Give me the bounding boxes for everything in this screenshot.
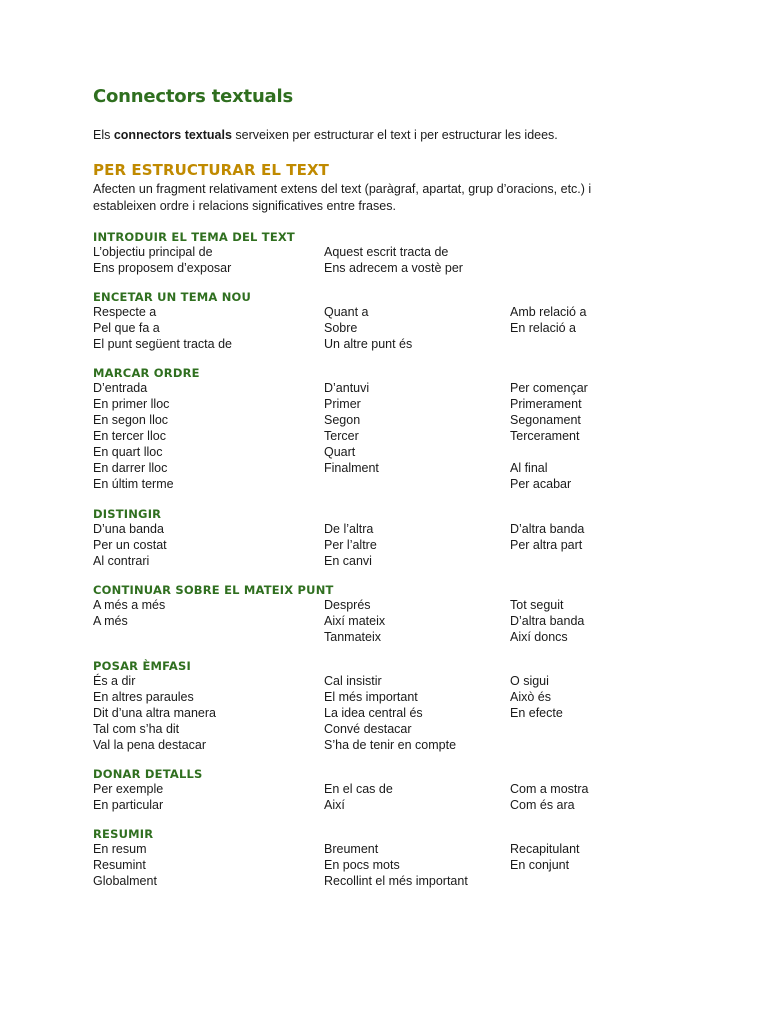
connector-section xyxy=(93,659,693,753)
connector-item: En resum xyxy=(93,842,147,856)
connector-item: Aquest escrit tracta de xyxy=(324,245,449,259)
connector-item: S’ha de tenir en compte xyxy=(324,738,457,752)
connector-item: Així doncs xyxy=(510,630,568,644)
section-title: CONTINUAR SOBRE EL MATEIX PUNT xyxy=(93,583,334,597)
connector-item: Així mateix xyxy=(324,614,386,628)
connector-item: L’objectiu principal de xyxy=(93,245,213,259)
connector-item: Com a mostra xyxy=(510,782,589,796)
connector-item: Amb relació a xyxy=(510,305,587,319)
connector-item: Per acabar xyxy=(510,477,572,491)
connector-section xyxy=(93,767,693,813)
connector-item: Per començar xyxy=(510,381,588,395)
connector-list xyxy=(93,380,693,492)
connector-row xyxy=(93,412,693,428)
connector-item: Tal com s’ha dit xyxy=(93,722,180,736)
connector-item: D’antuvi xyxy=(324,381,370,395)
connector-row xyxy=(93,857,693,873)
connector-item: En darrer lloc xyxy=(93,461,168,475)
connector-row xyxy=(93,476,693,492)
connector-row xyxy=(93,320,693,336)
connector-item: En particular xyxy=(93,798,164,812)
intro-text-before: Els xyxy=(93,128,114,142)
connector-row xyxy=(93,737,693,753)
connector-row xyxy=(93,673,693,689)
connector-row xyxy=(93,597,693,613)
connector-list xyxy=(93,304,693,352)
connector-item: Recapitulant xyxy=(510,842,580,856)
connector-item: Quart xyxy=(324,445,356,459)
connector-item: Segon xyxy=(324,413,361,427)
connector-item: De l’altra xyxy=(324,522,374,536)
connector-item: És a dir xyxy=(93,674,136,688)
page-title: Connectors textuals xyxy=(93,86,293,107)
connector-item: En últim terme xyxy=(93,477,174,491)
connector-item: Per altra part xyxy=(510,538,583,552)
intro-text-bold: connectors textuals xyxy=(113,128,232,142)
connector-row xyxy=(93,396,693,412)
connector-item: Per exemple xyxy=(93,782,164,796)
connector-row xyxy=(93,629,693,645)
connector-item: En relació a xyxy=(510,321,577,335)
connector-section xyxy=(93,827,693,889)
connector-list xyxy=(93,597,693,645)
connector-row xyxy=(93,460,693,476)
connector-list xyxy=(93,673,693,753)
connector-item: En pocs mots xyxy=(324,858,400,872)
connector-item: El més important xyxy=(324,690,418,704)
connector-item: Globalment xyxy=(93,874,157,888)
connector-item: Cal insistir xyxy=(324,674,382,688)
connector-item: La idea central és xyxy=(324,706,423,720)
section-title: ENCETAR UN TEMA NOU xyxy=(93,290,252,304)
connector-item: En canvi xyxy=(324,554,372,568)
connector-item: Primerament xyxy=(510,397,582,411)
connector-item: Al contrari xyxy=(93,554,150,568)
connector-item: En segon lloc xyxy=(93,413,169,427)
connector-row xyxy=(93,521,693,537)
connector-item: Ens proposem d’exposar xyxy=(93,261,232,275)
connector-row xyxy=(93,380,693,396)
connector-section xyxy=(93,230,693,276)
section-title: POSAR ÈMFASI xyxy=(93,659,191,673)
connector-item: Resumint xyxy=(93,858,146,872)
connector-item: Finalment xyxy=(324,461,379,475)
connector-row xyxy=(93,444,693,460)
connector-item: En el cas de xyxy=(324,782,393,796)
section-title: DONAR DETALLS xyxy=(93,767,203,781)
connector-item: Respecte a xyxy=(93,305,157,319)
connector-list xyxy=(93,781,693,813)
connector-item: Segonament xyxy=(510,413,581,427)
section-title: MARCAR ORDRE xyxy=(93,366,200,380)
connector-item: En primer lloc xyxy=(93,397,170,411)
connector-item: El punt següent tracta de xyxy=(93,337,232,351)
connector-row xyxy=(93,244,693,260)
connector-row xyxy=(93,873,693,889)
connector-item: Tanmateix xyxy=(324,630,381,644)
connector-list xyxy=(93,841,693,889)
connector-item: Dit d’una altra manera xyxy=(93,706,216,720)
section-title: DISTINGIR xyxy=(93,507,162,521)
connector-item: Primer xyxy=(324,397,361,411)
intro-text-after: serveixen per estructurar el text i per estructurar les idees. xyxy=(231,128,558,142)
connector-row xyxy=(93,781,693,797)
connector-item: Un altre punt és xyxy=(324,337,413,351)
connector-item: En efecte xyxy=(510,706,563,720)
connector-item: Tot seguit xyxy=(510,598,564,612)
intro-paragraph xyxy=(93,127,693,143)
connector-row xyxy=(93,428,693,444)
connector-item: D’altra banda xyxy=(510,522,585,536)
connector-item: D’una banda xyxy=(93,522,164,536)
section-description: Afecten un fragment relativament extens del text (paràgraf, apartat, grup d’oracions, etc.) i estableixen ordre i relacions significatives entre frases. xyxy=(93,182,592,213)
connector-item: Així xyxy=(324,798,345,812)
connector-item: A més a més xyxy=(93,598,166,612)
connector-item: Quant a xyxy=(324,305,369,319)
connector-section xyxy=(93,366,693,492)
connector-item: Per un costat xyxy=(93,538,167,552)
section-title: RESUMIR xyxy=(93,827,154,841)
connector-list xyxy=(93,244,693,276)
connector-row xyxy=(93,689,693,705)
connector-item: En conjunt xyxy=(510,858,570,872)
connector-item: Com és ara xyxy=(510,798,575,812)
connector-list xyxy=(93,521,693,569)
connector-item: D’entrada xyxy=(93,381,148,395)
connector-item: O sigui xyxy=(510,674,549,688)
connector-item: Això és xyxy=(510,690,551,704)
connector-row xyxy=(93,537,693,553)
connector-section xyxy=(93,583,693,645)
section-heading: PER ESTRUCTURAR EL TEXT xyxy=(93,161,329,179)
connector-row xyxy=(93,336,693,352)
connector-item: Breument xyxy=(324,842,379,856)
connector-row xyxy=(93,705,693,721)
connector-row xyxy=(93,613,693,629)
connector-item: Recollint el més important xyxy=(324,874,468,888)
connector-item: Tercer xyxy=(324,429,359,443)
connector-item: Val la pena destacar xyxy=(93,738,207,752)
connector-item: Ens adrecem a vostè per xyxy=(324,261,463,275)
connector-item: Al final xyxy=(510,461,548,475)
connector-item: En altres paraules xyxy=(93,690,194,704)
connector-section xyxy=(93,507,693,569)
connector-row xyxy=(93,304,693,320)
connector-row xyxy=(93,797,693,813)
connector-row xyxy=(93,260,693,276)
connector-item: A més xyxy=(93,614,128,628)
connector-item: Per l’altre xyxy=(324,538,377,552)
connector-item: Sobre xyxy=(324,321,358,335)
connector-item: Tercerament xyxy=(510,429,580,443)
connector-item: En tercer lloc xyxy=(93,429,166,443)
connector-row xyxy=(93,553,693,569)
connector-section xyxy=(93,290,693,352)
section-title: INTRODUIR EL TEMA DEL TEXT xyxy=(93,230,295,244)
connector-row xyxy=(93,841,693,857)
connector-item: D’altra banda xyxy=(510,614,585,628)
connector-item: Després xyxy=(324,598,371,612)
connector-item: Convé destacar xyxy=(324,722,412,736)
connector-item: Pel que fa a xyxy=(93,321,160,335)
connector-row xyxy=(93,721,693,737)
connector-item: En quart lloc xyxy=(93,445,163,459)
